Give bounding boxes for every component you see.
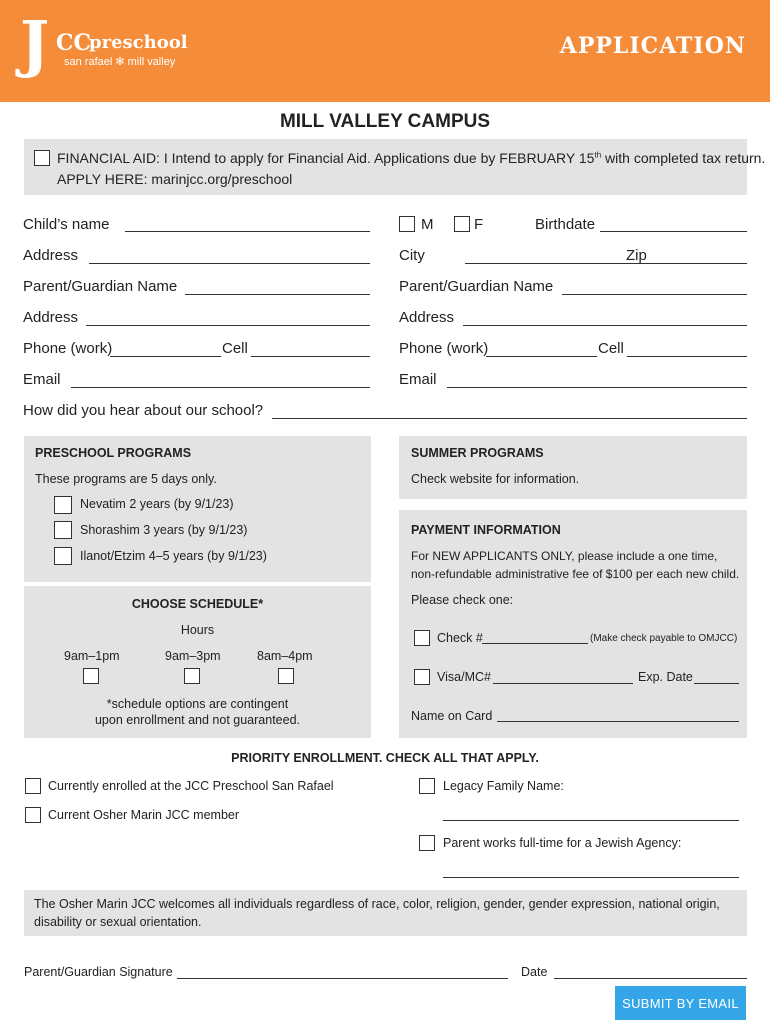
child-name-label: Child’s name [23, 216, 110, 233]
parent2-name-label: Parent/Guardian Name [399, 278, 554, 295]
schedule-checkbox-2[interactable] [184, 668, 200, 684]
city-field[interactable] [465, 263, 747, 264]
cell-field[interactable] [251, 356, 370, 357]
parent2-cell-label: Cell [598, 340, 624, 357]
program-label-shorashim: Shorashim 3 years (by 9/1/23) [80, 523, 248, 537]
parent2-phone-work-label: Phone (work) [399, 340, 489, 357]
priority-agency-checkbox[interactable] [419, 835, 435, 851]
program-checkbox-nevatim[interactable] [54, 496, 72, 514]
parent2-email-label: Email [399, 371, 437, 388]
phone-work-label: Phone (work) [23, 340, 113, 357]
priority-agency-field[interactable] [443, 877, 739, 878]
summer-programs-note: Check website for information. [411, 472, 580, 486]
priority-enrolled-label: Currently enrolled at the JCC Preschool San Rafael [48, 779, 334, 793]
email-label: Email [23, 371, 61, 388]
phone-work-field[interactable] [110, 356, 221, 357]
payment-visa-field[interactable] [493, 683, 633, 684]
program-label-ilanot: Ilanot/Etzim 4–5 years (by 9/1/23) [80, 549, 267, 563]
payment-check-label: Check # [437, 631, 483, 645]
female-label: F [474, 216, 484, 233]
priority-legacy-label: Legacy Family Name: [443, 779, 564, 793]
priority-agency-label: Parent works full-time for a Jewish Agency: [443, 836, 682, 850]
signature-field[interactable] [177, 978, 508, 979]
date-label: Date [521, 965, 548, 979]
parent2-phone-work-field[interactable] [486, 356, 597, 357]
payment-check-one: Please check one: [411, 593, 514, 607]
payment-check-checkbox[interactable] [414, 630, 430, 646]
date-field[interactable] [554, 978, 747, 979]
priority-legacy-field[interactable] [443, 820, 739, 821]
payment-note-1: For NEW APPLICANTS ONLY, please include a one time, [411, 549, 718, 563]
parent2-email-field[interactable] [447, 387, 747, 388]
parent2-address-label: Address [399, 309, 455, 326]
payment-name-on-card-field[interactable] [497, 721, 739, 722]
male-checkbox[interactable] [399, 216, 415, 232]
logo-subtitle: san rafael ✻ mill valley [64, 56, 176, 68]
signature-label: Parent/Guardian Signature [24, 965, 173, 979]
hear-field[interactable] [272, 418, 747, 419]
address-field[interactable] [89, 263, 370, 264]
priority-member-checkbox[interactable] [25, 807, 41, 823]
schedule-title: CHOOSE SCHEDULE* [131, 597, 264, 611]
financial-aid-text: FINANCIAL AID: I Intend to apply for Financial Aid. Applications due by FEBRUARY 15th with completed tax return. [57, 150, 766, 166]
program-checkbox-shorashim[interactable] [54, 521, 72, 539]
email-field[interactable] [71, 387, 370, 388]
preschool-programs-title: PRESCHOOL PROGRAMS [35, 446, 192, 460]
parent-address-field[interactable] [86, 325, 370, 326]
cell-label: Cell [222, 340, 248, 357]
submit-by-email-button[interactable]: SUBMIT BY EMAIL [615, 986, 746, 1020]
schedule-hours-label: Hours [180, 623, 215, 637]
payment-check-field[interactable] [482, 643, 588, 644]
priority-title: PRIORITY ENROLLMENT. CHECK ALL THAT APPLY. [231, 751, 539, 765]
payment-exp-field[interactable] [694, 683, 739, 684]
parent2-cell-field[interactable] [627, 356, 747, 357]
city-label: City [399, 247, 425, 264]
child-name-field[interactable] [125, 231, 370, 232]
address-label: Address [23, 247, 79, 264]
zip-label: Zip [626, 247, 647, 264]
preschool-programs-note: These programs are 5 days only. [35, 472, 217, 486]
logo-cc: CC [56, 30, 92, 56]
schedule-checkbox-1[interactable] [83, 668, 99, 684]
summer-programs-title: SUMMER PROGRAMS [411, 446, 544, 460]
birthdate-label: Birthdate [535, 216, 596, 233]
schedule-option-label-2: 9am–3pm [165, 649, 221, 663]
parent2-address-field[interactable] [463, 325, 747, 326]
male-label: M [421, 216, 434, 233]
hear-label: How did you hear about our school? [23, 402, 264, 419]
schedule-note-1: *schedule options are contingent [106, 697, 289, 711]
payment-exp-label: Exp. Date [638, 670, 693, 684]
schedule-option-label-3: 8am–4pm [257, 649, 313, 663]
payment-title: PAYMENT INFORMATION [411, 523, 561, 537]
female-checkbox[interactable] [454, 216, 470, 232]
welcome-line-1: The Osher Marin JCC welcomes all individuals regardless of race, color, religion, gender, gender expression, national origin, [34, 897, 720, 911]
payment-name-on-card-label: Name on Card [411, 709, 493, 723]
payment-visa-checkbox[interactable] [414, 669, 430, 685]
parent-address-label: Address [23, 309, 79, 326]
logo-letter-j: J [20, 7, 50, 80]
program-checkbox-ilanot[interactable] [54, 547, 72, 565]
parent-name-field[interactable] [185, 294, 370, 295]
payment-check-note: (Make check payable to OMJCC) [590, 633, 738, 644]
page-title: APPLICATION [559, 33, 746, 59]
priority-legacy-checkbox[interactable] [419, 778, 435, 794]
parent-name-label: Parent/Guardian Name [23, 278, 178, 295]
campus-title: MILL VALLEY CAMPUS [279, 111, 491, 132]
payment-visa-label: Visa/MC# [437, 670, 491, 684]
birthdate-field[interactable] [600, 231, 747, 232]
schedule-checkbox-3[interactable] [278, 668, 294, 684]
parent2-name-field[interactable] [562, 294, 747, 295]
welcome-line-2: disability or sexual orientation. [34, 915, 202, 929]
program-label-nevatim: Nevatim 2 years (by 9/1/23) [80, 497, 234, 511]
priority-member-label: Current Osher Marin JCC member [48, 808, 240, 822]
financial-aid-url: APPLY HERE: marinjcc.org/preschool [57, 171, 293, 187]
payment-note-2: non-refundable administrative fee of $100 per each new child. [411, 567, 740, 581]
payment-panel [399, 510, 747, 738]
schedule-note-2: upon enrollment and not guaranteed. [94, 713, 301, 727]
financial-aid-checkbox[interactable] [34, 150, 50, 166]
logo-word: preschool [89, 32, 188, 53]
priority-enrolled-checkbox[interactable] [25, 778, 41, 794]
schedule-option-label-1: 9am–1pm [64, 649, 120, 663]
